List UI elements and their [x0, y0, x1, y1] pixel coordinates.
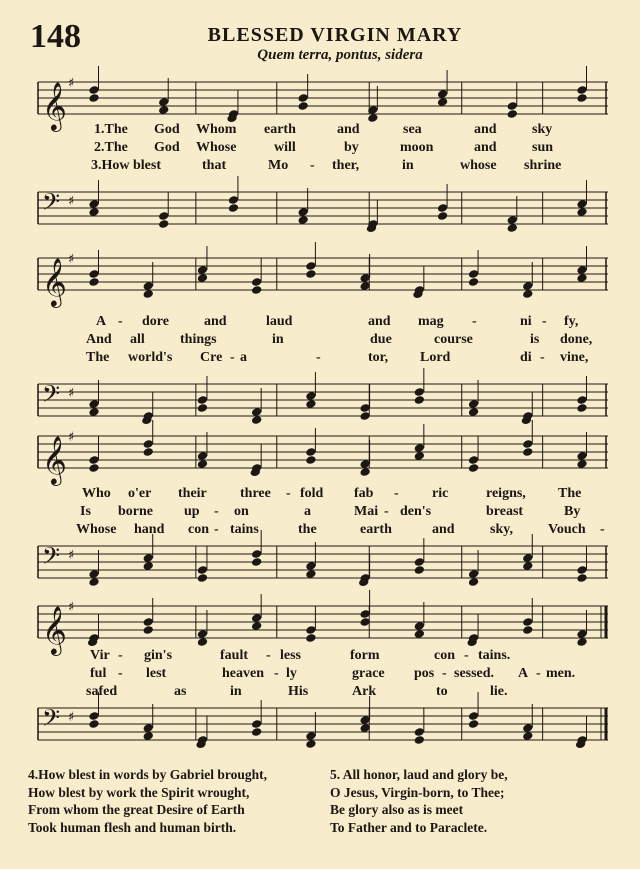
lyric-syllable: shrine: [524, 158, 562, 173]
lyric-syllable: earth: [360, 522, 392, 537]
lyric-syllable: heaven: [222, 666, 264, 681]
lyric-syllable: God: [154, 140, 180, 155]
note-head: [251, 557, 262, 567]
lyric-syllable: Is: [80, 504, 91, 519]
lyric-syllable: -: [542, 314, 547, 329]
lyric-syllable: whose: [460, 158, 497, 173]
sharp-icon: ♯: [68, 548, 75, 563]
lyric-line: [34, 314, 612, 332]
lyric-syllable: a: [240, 350, 247, 365]
lyric-syllable: -: [214, 522, 219, 537]
lyric-syllable: o'er: [128, 486, 152, 501]
lyric-syllable: and: [337, 122, 360, 137]
lyric-syllable: Vouch: [548, 522, 586, 537]
verse-4: [28, 766, 267, 836]
note-head: [468, 277, 479, 287]
note-head: [468, 719, 479, 729]
lyric-syllable: hand: [134, 522, 165, 537]
lyric-syllable: and: [368, 314, 391, 329]
lyric-syllable: -: [536, 666, 541, 681]
lyric-syllable: -: [442, 666, 447, 681]
lyric-syllable: to: [436, 684, 448, 699]
treble-staff: [34, 428, 612, 488]
lyric-syllable: Whose: [76, 522, 117, 537]
bass-clef-icon: 𝄢: [42, 542, 61, 575]
lyric-syllable: ni: [520, 314, 532, 329]
lyric-syllable: by: [344, 140, 359, 155]
lyric-syllable: -: [274, 666, 279, 681]
lyric-syllable: -: [540, 350, 545, 365]
lyric-syllable: -: [118, 314, 123, 329]
note-head: [522, 447, 533, 457]
lyric-syllable: world's: [128, 350, 173, 365]
sharp-icon: ♯: [68, 710, 75, 725]
note-head: [228, 203, 239, 213]
lyric-syllable: God: [154, 122, 180, 137]
note-head: [576, 93, 587, 103]
lyric-line: [34, 332, 612, 350]
lyric-syllable: sea: [403, 122, 422, 137]
note-head: [297, 101, 308, 111]
lyric-syllable: lie.: [490, 684, 508, 699]
lyric-syllable: things: [180, 332, 217, 347]
lyric-line: [34, 648, 612, 666]
lyric-syllable: Whose: [196, 140, 237, 155]
lyric-syllable: reigns,: [486, 486, 526, 501]
lyric-syllable: will: [274, 140, 296, 155]
note-head: [142, 447, 153, 457]
lyric-line: [34, 140, 612, 158]
lyric-syllable: And: [86, 332, 112, 347]
lyric-syllable: done,: [560, 332, 593, 347]
note-head: [576, 403, 587, 413]
lyric-syllable: less: [280, 648, 301, 663]
treble-staff: [34, 250, 612, 310]
lyric-syllable: form: [350, 648, 380, 663]
lyric-syllable: A: [96, 314, 107, 329]
lyric-syllable: and: [204, 314, 227, 329]
note-head: [305, 633, 316, 643]
verse-line: 4.How blest in words by Gabriel brought,: [28, 767, 268, 782]
lyric-syllable: mag: [418, 314, 444, 329]
verse-5: [330, 766, 508, 836]
lyric-syllable: -: [600, 522, 605, 537]
lyric-syllable: The: [558, 486, 582, 501]
lyric-syllable: fault: [220, 648, 248, 663]
note-head: [414, 565, 425, 575]
lyric-syllable: di: [520, 350, 532, 365]
lyric-syllable: Whom: [196, 122, 237, 137]
lyric-syllable: -: [118, 666, 123, 681]
verse-line: How blest by work the Spirit wrought,: [28, 784, 250, 800]
lyric-syllable: all: [130, 332, 145, 347]
lyric-syllable: fold: [300, 486, 324, 501]
hymn-number: 148: [30, 18, 81, 55]
lyric-syllable: earth: [264, 122, 296, 137]
lyric-syllable: is: [530, 332, 540, 347]
lyric-line: [34, 486, 612, 504]
lyric-syllable: fab: [354, 486, 374, 501]
lyric-syllable: men.: [546, 666, 576, 681]
lyric-syllable: the: [298, 522, 317, 537]
lyric-syllable: Lord: [420, 350, 451, 365]
lyric-line: [34, 504, 612, 522]
note-head: [88, 93, 99, 103]
verse-line: From whom the great Desire of Earth: [28, 802, 245, 817]
bass-staff: [34, 376, 612, 436]
lyric-syllable: vine,: [560, 350, 589, 365]
lyric-syllable: ful: [90, 666, 107, 681]
lyric-syllable: their: [178, 486, 207, 501]
lyric-syllable: den's: [400, 504, 432, 519]
lyric-syllable: Ark: [352, 684, 377, 699]
lyric-syllable: on: [234, 504, 249, 519]
lyric-syllable: sessed.: [454, 666, 495, 681]
treble-clef-icon: 𝄞: [42, 81, 67, 130]
note-head: [88, 719, 99, 729]
sharp-icon: ♯: [68, 600, 75, 615]
lyric-syllable: moon: [400, 140, 434, 155]
lyric-syllable: fy,: [564, 314, 579, 329]
note-head: [305, 269, 316, 279]
lyric-syllable: sky: [532, 122, 553, 137]
lyric-syllable: His: [288, 684, 309, 699]
bass-clef-icon: 𝄢: [42, 704, 61, 737]
lyric-syllable: safed: [86, 684, 118, 699]
note-head: [414, 735, 425, 745]
lyric-syllable: dore: [142, 314, 169, 329]
lyric-syllable: Who: [82, 486, 111, 501]
lyric-syllable: and: [474, 140, 497, 155]
lyric-syllable: con: [434, 648, 455, 663]
note-head: [437, 211, 448, 221]
lyric-syllable: ly: [286, 666, 297, 681]
hymn-title: BLESSED VIRGIN MARY: [207, 24, 463, 46]
lyric-line: [34, 158, 612, 176]
note-head: [251, 285, 262, 295]
sharp-icon: ♯: [68, 430, 75, 445]
lyric-syllable: and: [474, 122, 497, 137]
note-head: [197, 403, 208, 413]
lyric-syllable: -: [464, 648, 469, 663]
lyric-syllable: sky,: [490, 522, 513, 537]
note-head: [88, 463, 99, 473]
lyric-syllable: that: [202, 158, 227, 173]
lyric-syllable: -: [316, 350, 321, 365]
lyric-syllable: Cre: [200, 350, 223, 365]
lyric-syllable: 3.How blest: [91, 158, 161, 173]
lyric-syllable: -: [384, 504, 389, 519]
lyric-syllable: -: [230, 350, 235, 365]
lyric-line: [34, 666, 612, 684]
sharp-icon: ♯: [68, 252, 75, 267]
hymn-subtitle: Quem terra, pontus, sidera: [257, 47, 423, 63]
bass-staff: [34, 184, 612, 244]
bass-staff: [34, 700, 612, 760]
lyric-syllable: a: [304, 504, 311, 519]
lyric-syllable: tor,: [368, 350, 389, 365]
bass-clef-icon: 𝄢: [42, 380, 61, 413]
note-head: [576, 573, 587, 583]
verse-line: Took human flesh and human birth.: [28, 819, 237, 835]
lyric-syllable: three: [240, 486, 271, 501]
note-head: [197, 573, 208, 583]
lyric-syllable: -: [310, 158, 315, 173]
treble-clef-icon: 𝄞: [42, 605, 67, 654]
lyric-syllable: The: [86, 350, 110, 365]
lyric-syllable: up: [184, 504, 200, 519]
lyric-syllable: grace: [352, 666, 385, 681]
lyric-syllable: By: [564, 504, 581, 519]
verse-line: To Father and to Paraclete.: [330, 819, 488, 835]
lyric-syllable: con: [188, 522, 209, 537]
lyric-syllable: due: [370, 332, 392, 347]
lyric-syllable: laud: [266, 314, 293, 329]
lyric-syllable: Mai: [354, 504, 379, 519]
bass-staff: [34, 538, 612, 598]
note-head: [305, 455, 316, 465]
verse-line: O Jesus, Virgin-born, to Thee;: [330, 784, 505, 800]
note-head: [251, 727, 262, 737]
lyric-syllable: sun: [532, 140, 554, 155]
lyric-syllable: in: [272, 332, 284, 347]
lyric-syllable: breast: [486, 504, 524, 519]
note-head: [142, 625, 153, 635]
lyric-syllable: -: [266, 648, 271, 663]
bass-clef-icon: 𝄢: [42, 188, 61, 221]
lyric-syllable: in: [230, 684, 242, 699]
lyric-syllable: A: [518, 666, 529, 681]
lyric-line: [34, 350, 612, 368]
lyric-syllable: -: [214, 504, 219, 519]
lyric-line: [34, 122, 612, 140]
sharp-icon: ♯: [68, 386, 75, 401]
lyric-syllable: -: [286, 486, 291, 501]
lyric-syllable: in: [402, 158, 414, 173]
note-head: [507, 109, 518, 119]
sharp-icon: ♯: [68, 194, 75, 209]
lyric-syllable: -: [394, 486, 399, 501]
lyric-syllable: course: [434, 332, 473, 347]
sharp-icon: ♯: [68, 76, 75, 91]
lyric-syllable: tains.: [478, 648, 511, 663]
lyric-syllable: Mo: [268, 158, 289, 173]
lyric-syllable: 2.The: [94, 140, 128, 155]
lyric-syllable: tains: [230, 522, 259, 537]
lyric-syllable: Vir: [90, 648, 110, 663]
treble-clef-icon: 𝄞: [42, 435, 67, 484]
lyric-syllable: -: [118, 648, 123, 663]
lyric-syllable: lest: [146, 666, 167, 681]
lyric-syllable: ther,: [332, 158, 360, 173]
note-head: [88, 277, 99, 287]
lyric-syllable: and: [432, 522, 455, 537]
treble-clef-icon: 𝄞: [42, 257, 67, 306]
note-head: [158, 219, 169, 229]
lyric-syllable: gin's: [144, 648, 173, 663]
note-head: [468, 463, 479, 473]
verse-line: 5. All honor, laud and glory be,: [330, 767, 508, 782]
lyric-syllable: as: [174, 684, 187, 699]
note-head: [414, 395, 425, 405]
lyric-syllable: ric: [432, 486, 449, 501]
note-head: [522, 625, 533, 635]
lyric-syllable: 1.The: [94, 122, 128, 137]
verse-line: Be glory also as is meet: [330, 802, 464, 817]
lyric-syllable: pos: [414, 666, 435, 681]
lyric-syllable: -: [472, 314, 477, 329]
lyric-syllable: borne: [118, 504, 153, 519]
